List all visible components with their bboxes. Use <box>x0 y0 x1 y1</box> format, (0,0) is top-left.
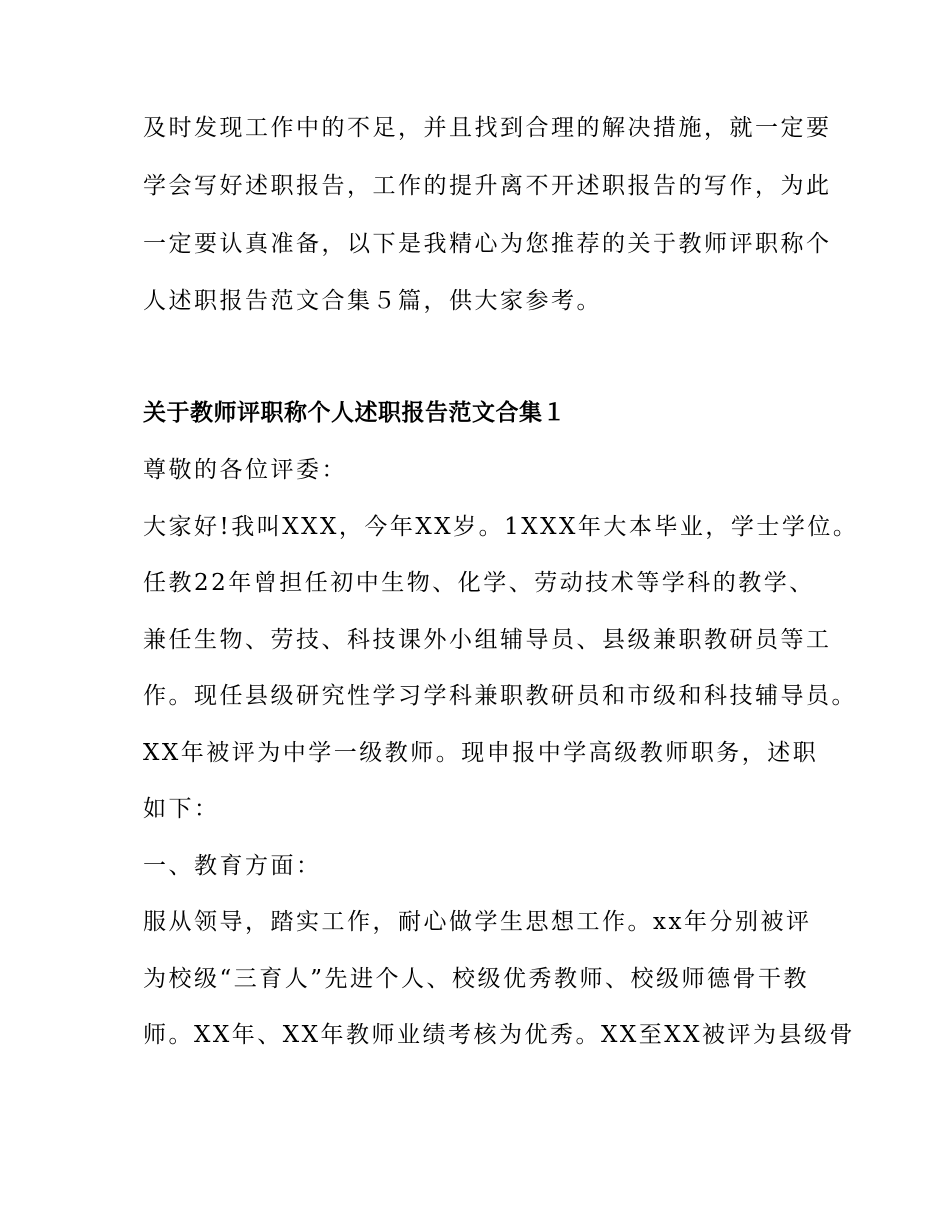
intro-line-1: 及时发现工作中的不足，并且找到合理的解决措施，就一定要 <box>143 115 832 141</box>
body-line-4: 作。现任县级研究性学习学科兼职教研员和市级和科技辅导员。 <box>143 683 857 709</box>
body-line-9: 为校级“三育人”先进个人、校级优秀教师、校级师德骨干教 <box>143 966 810 992</box>
body-line-7: 一、教育方面： <box>143 853 322 879</box>
body-line-6: 如下： <box>143 796 220 822</box>
intro-line-4: 人述职报告范文合集５篇，供大家参考。 <box>143 288 602 314</box>
section-heading: 关于教师评职称个人述职报告范文合集１ <box>143 399 566 426</box>
body-line-10: 师。XX年、XX年教师业绩考核为优秀。XX至XX被评为县级骨 <box>143 1022 855 1048</box>
body-line-3: 兼任生物、劳技、科技课外小组辅导员、县级兼职教研员等工 <box>143 627 832 653</box>
intro-line-3: 一定要认真准备，以下是我精心为您推荐的关于教师评职称个 <box>143 231 832 257</box>
salutation: 尊敬的各位评委： <box>143 457 347 483</box>
body-line-8: 服从领导，踏实工作，耐心做学生思想工作。xx年分别被评 <box>143 909 812 935</box>
body-line-5: XX年被评为中学一级教师。现申报中学高级教师职务，述职 <box>143 740 819 766</box>
intro-line-2: 学会写好述职报告，工作的提升离不开述职报告的写作，为此 <box>143 173 832 199</box>
body-line-2: 任教22年曾担任初中生物、化学、劳动技术等学科的教学、 <box>143 570 815 596</box>
body-line-1: 大家好!我叫XXX，今年XX岁。1XXX年大本毕业，学士学位。 <box>143 514 859 540</box>
